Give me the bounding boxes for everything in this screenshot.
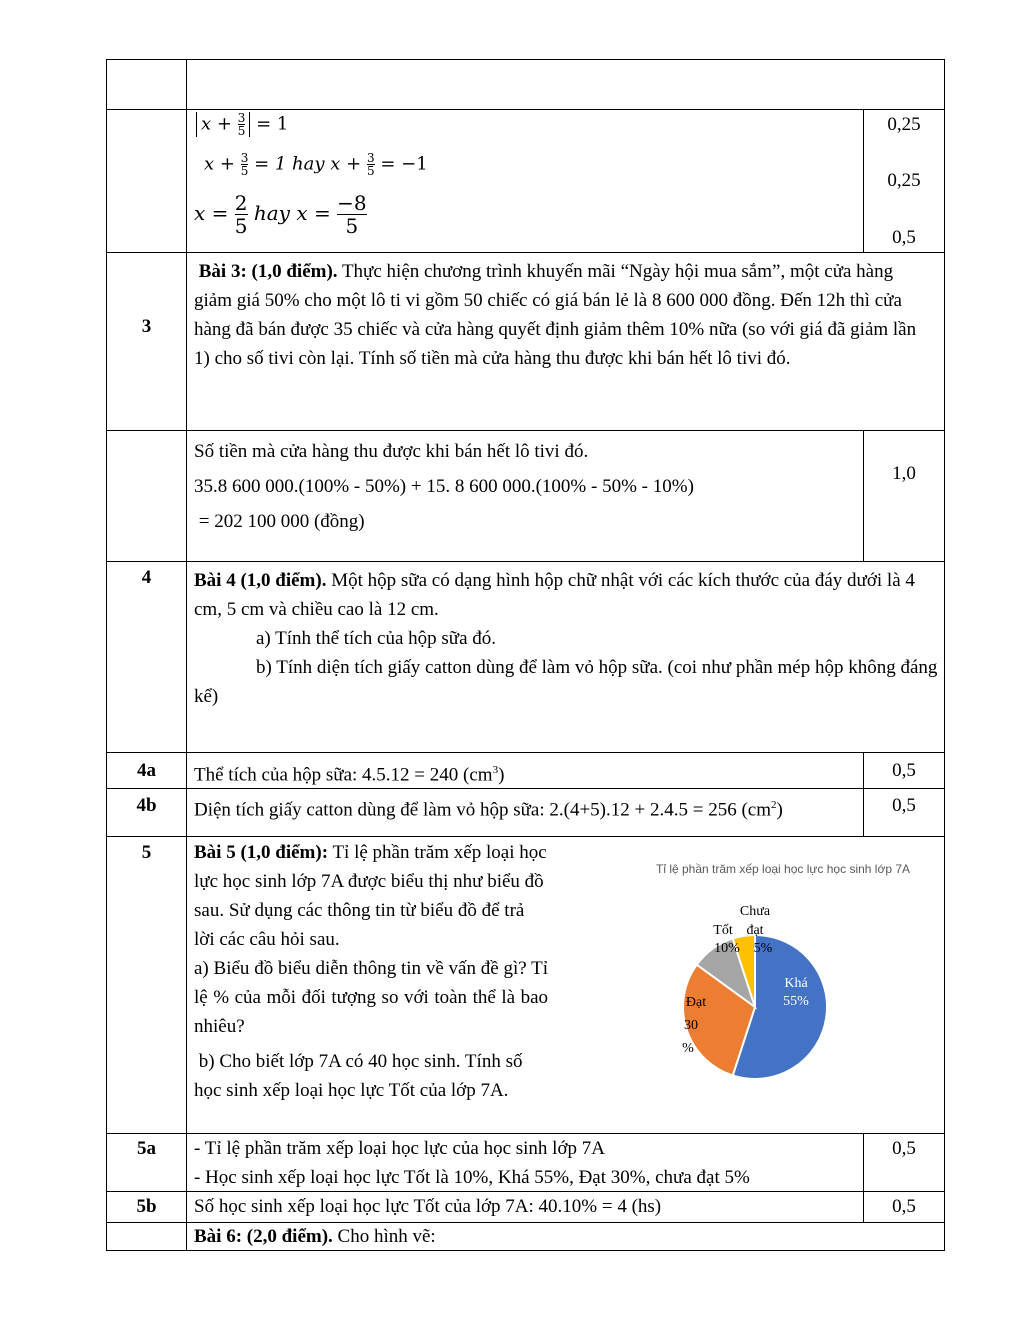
pie-chart (660, 895, 850, 1085)
score-5a: 0,5 (892, 1138, 916, 1159)
chart-title: Tỉ lệ phần trăm xếp loại học lực học sinh lớp 7A (655, 862, 911, 876)
question-6-text: Bài 6: (2,0 điểm). Cho hình vẽ: (194, 1226, 436, 1247)
pie-label-kha-name: Khá (784, 976, 808, 991)
score-3: 1,0 (892, 463, 916, 484)
question-4-title: Bài 4 (1,0 điểm). (194, 570, 327, 591)
answer-number-4a: 4a (137, 760, 156, 781)
question-number-3: 3 (141, 316, 152, 337)
score-4b: 0,5 (892, 795, 916, 816)
answer-5b: Số học sinh xếp loại học lực Tốt của lớp 7A: 40.10% = 4 (hs) (194, 1196, 662, 1217)
answer-4b: Diện tích giấy catton dùng để làm vỏ hộp sữa: 2.(4+5).12 + 2.4.5 = 256 $(cm^2)$ (194, 799, 783, 821)
question-5-part-a: a) Biểu đồ biểu diễn thông tin về vấn đề gì? Tỉ lệ % của mỗi đối tượng so với toàn thể là bao nhiêu? (194, 958, 548, 1037)
answer-number-5b: 5b (136, 1196, 157, 1217)
equation-line-1: x + $\frac{3}{5}$ = 1 (196, 112, 288, 137)
question-3-text: Bài 3: (1,0 điểm). Thực hiện chương trình khuyến mãi “Ngày hội mua sắm”, một cửa hàng giảm giá 50% cho một lô ti vi gồm 50 chiếc có giá bán lẻ là 8 600 000 đồng. Đến 12h thì cửa hàng đã bán được 35 chiếc và cửa hàng quyết định giảm thêm 10% nữa (so với giá đã giảm lần 1) cho số tivi còn lại. Tính số tiền mà cửa hàng thu được khi bán hết lô tivi đó. (194, 261, 917, 369)
question-5-title: Bài 5 (1,0 điểm): (194, 842, 329, 863)
pie-label-chuadat-name-1: Chưa (739, 904, 771, 919)
pie-label-tot-value: 10% (714, 941, 740, 956)
question-4-text: Bài 4 (1,0 điểm). Một hộp sữa có dạng hình hộp chữ nhật với các kích thước của đáy dưới là 4 cm, 5 cm và chiều cao là 12 cm. a) Tính thể tích của hộp sữa đó. b) Tính diện tích giấy catton dùng để làm vỏ hộp sữa. (coi như phần mép hộp không đáng kể) (194, 566, 938, 711)
score-eq-2: 0,25 (887, 170, 921, 191)
pie-label-tot-name: Tốt (713, 923, 733, 938)
question-5-part-b: b) Cho biết lớp 7A có 40 học sinh. Tính số học sinh xếp loại học lực Tốt của lớp 7A. (194, 1051, 528, 1101)
question-4-part-a: a) Tính thể tích của hộp sữa đó. (256, 628, 496, 649)
answer-4a: Thể tích của hộp sữa: 4.5.12 = 240 $(cm^3)$ (194, 764, 505, 786)
pie-label-dat-name: Đạt (685, 995, 707, 1010)
question-4-part-b: b) Tính diện tích giấy catton dùng để làm vỏ hộp sữa. (coi như phần mép hộp không đáng kể) (194, 657, 938, 707)
answer-number-5a: 5a (137, 1138, 156, 1159)
score-eq-3: 0,5 (892, 227, 916, 248)
answer-3: Số tiền mà cửa hàng thu được khi bán hết lô tivi đó. 35.8 600 000.(100% - 50%) + 15. 8 600 000.(100% - 50% - 10%) = 202 100 000 (đồng) (194, 441, 694, 532)
question-5-text: Bài 5 (1,0 điểm): Tỉ lệ phần trăm xếp loại học lực học sinh lớp 7A được biểu thị như biểu đồ sau. Sử dụng các thông tin từ biểu đồ để trả lời các câu hỏi sau. a) Biểu đồ biểu diễn thông tin về vấn đề gì? Tỉ lệ % của mỗi đối tượng so với toàn thể là bao nhiêu? b) Cho biết lớp 7A có 40 học sinh. Tính số học sinh xếp loại học lực Tốt của lớp 7A. (194, 838, 548, 1105)
pie-label-chuadat-value: 5% (753, 941, 773, 956)
equation-line-3: x = $\frac{2}{5}$ hay x = $\frac{-8}{5}$ (194, 191, 367, 238)
equation-line-2: x + $\frac{3}{5}$ = 1 hay x + $\frac{3}{5}$ = −1 (204, 151, 428, 178)
answer-number-4b: 4b (136, 795, 157, 816)
question-number-4: 4 (141, 567, 152, 588)
score-4a: 0,5 (892, 760, 916, 781)
answer-5a: - Tỉ lệ phần trăm xếp loại học lực của học sinh lớp 7A - Học sinh xếp loại học lực Tốt là 10%, Khá 55%, Đạt 30%, chưa đạt 5% (194, 1138, 750, 1188)
question-number-5: 5 (141, 842, 152, 863)
question-3-title: Bài 3: (1,0 điểm). (198, 261, 338, 282)
score-5b: 0,5 (892, 1196, 916, 1217)
score-eq-1: 0,25 (887, 114, 921, 135)
pie-label-chuadat-name-2: đạt (746, 923, 764, 938)
pie-label-dat-percent: % (682, 1041, 694, 1056)
pie-label-dat-value: 30 (684, 1018, 698, 1033)
question-6-title: Bài 6: (2,0 điểm). (194, 1226, 333, 1247)
pie-label-kha-value: 55% (783, 994, 809, 1009)
